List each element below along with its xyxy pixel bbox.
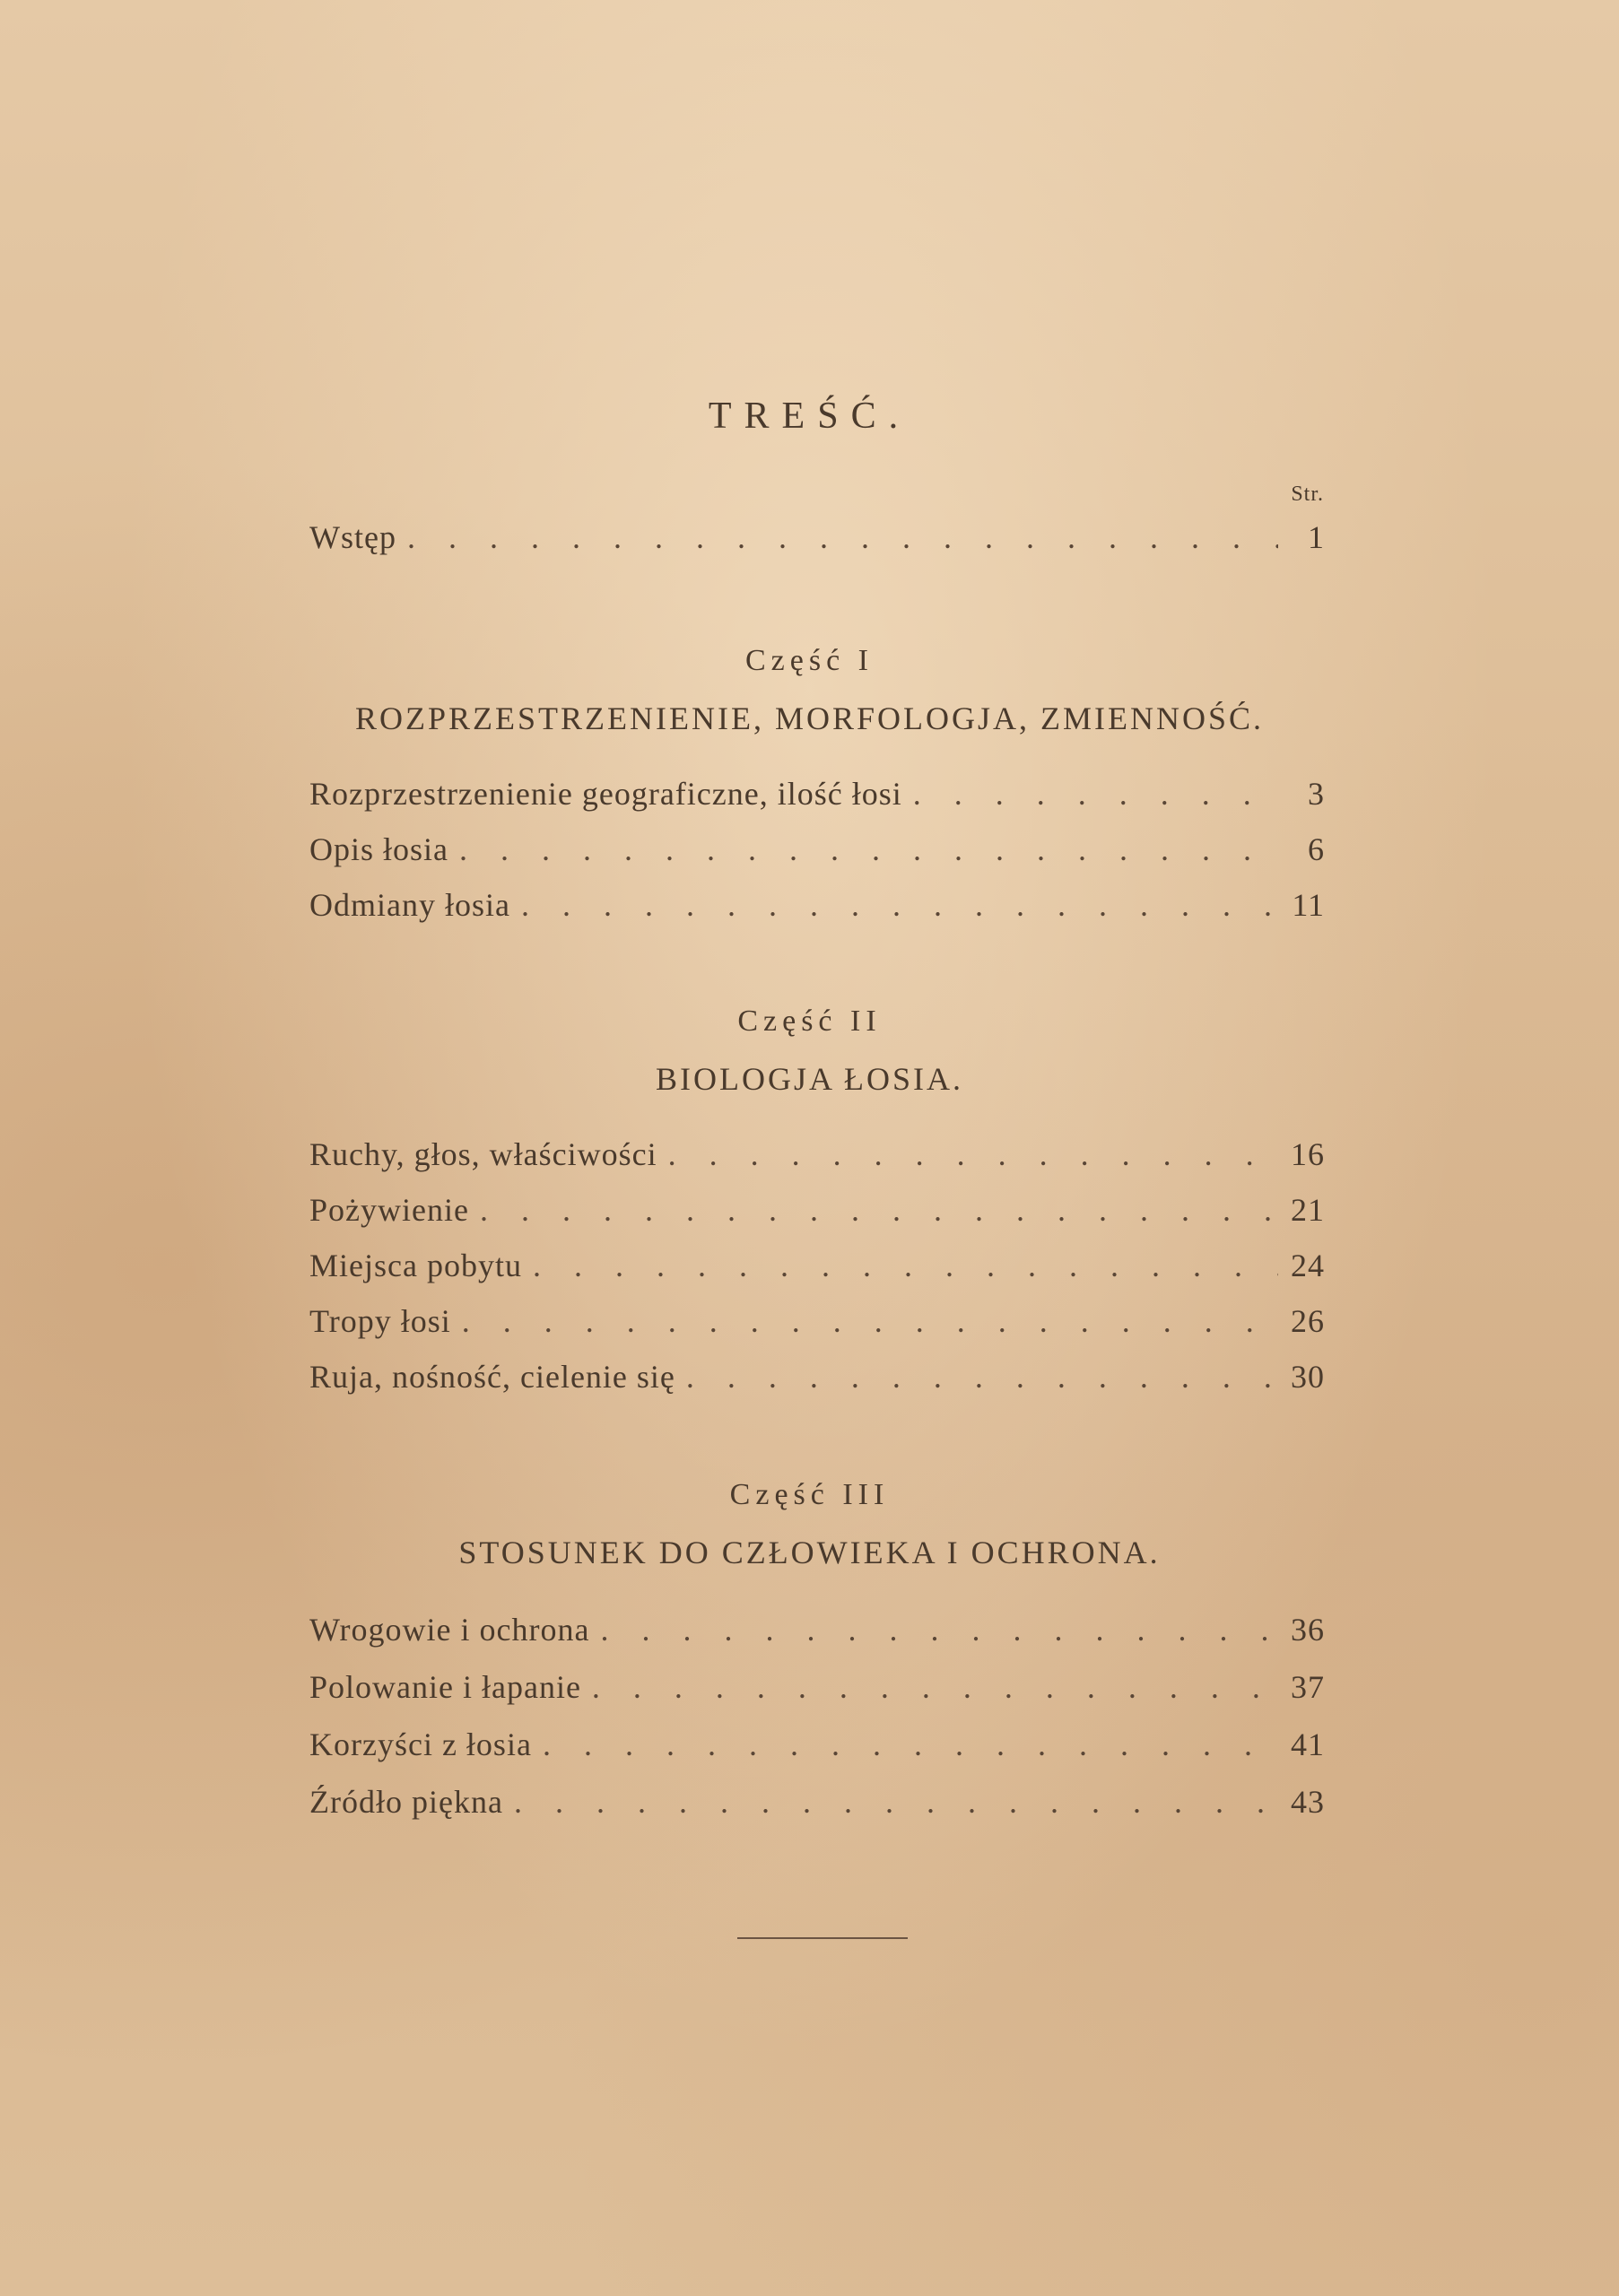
toc-entry xyxy=(309,1726,1325,1763)
toc-entry xyxy=(309,831,1325,868)
toc-entry-page: 43 xyxy=(1291,1784,1325,1820)
toc-entry-page: 26 xyxy=(1291,1303,1325,1339)
dot-leader xyxy=(480,1191,1278,1229)
toc-entry xyxy=(309,1668,1325,1706)
toc-entry xyxy=(309,1135,1325,1173)
toc-entry xyxy=(309,1191,1325,1229)
toc-entry xyxy=(309,1611,1325,1648)
toc-entry-label: Opis łosia xyxy=(309,831,449,867)
toc-entry-label: Pożywienie xyxy=(309,1192,469,1228)
toc-entry-page: 3 xyxy=(1308,776,1325,812)
toc-entry-page: 11 xyxy=(1292,887,1325,923)
toc-entry-label: Źródło piękna xyxy=(309,1784,503,1820)
toc-entry-label: Odmiany łosia xyxy=(309,887,510,923)
toc-entry xyxy=(309,1302,1325,1340)
part-3-title: STOSUNEK DO CZŁOWIEKA I OCHRONA. xyxy=(458,1535,1161,1570)
closing-rule xyxy=(737,1937,908,1939)
toc-entry-label: Wrogowie i ochrona xyxy=(309,1612,590,1648)
toc-entry-label: Wstęp xyxy=(309,519,396,555)
toc-entry-page: 37 xyxy=(1291,1669,1325,1705)
part-2-title: BIOLOGJA ŁOSIA. xyxy=(655,1061,963,1097)
toc-entry-label: Ruja, nośność, cielenie się xyxy=(309,1359,675,1395)
toc-entry-page: 6 xyxy=(1308,831,1325,867)
dot-leader xyxy=(407,518,1278,556)
toc-entry-label: Korzyści z łosia xyxy=(309,1726,532,1762)
toc-entry-page: 24 xyxy=(1291,1248,1325,1283)
toc-entry xyxy=(309,1247,1325,1284)
part-2-label: Część II xyxy=(737,1004,882,1038)
toc-entry-intro xyxy=(309,518,1325,556)
toc-entry-page: 16 xyxy=(1291,1136,1325,1172)
dot-leader xyxy=(514,1783,1278,1821)
part-3-label: Część III xyxy=(729,1478,890,1511)
toc-entry xyxy=(309,1783,1325,1821)
page-column-label: Str. xyxy=(1291,483,1324,506)
dot-leader xyxy=(592,1668,1278,1706)
toc-entry xyxy=(309,886,1325,924)
toc-entry-label: Rozprzestrzenienie geograficzne, ilość łosi xyxy=(309,776,902,812)
dot-leader xyxy=(533,1247,1278,1284)
part-1-title: ROZPRZESTRZENIENIE, MORFOLOGJA, ZMIENNOŚĆ. xyxy=(354,700,1264,736)
toc-entry xyxy=(309,1358,1325,1396)
dot-leader xyxy=(521,886,1278,924)
toc-entry-page: 21 xyxy=(1291,1192,1325,1228)
dot-leader xyxy=(913,775,1278,813)
dot-leader xyxy=(668,1135,1278,1173)
toc-entry-label: Polowanie i łapanie xyxy=(309,1669,581,1705)
page-title: TREŚĆ. xyxy=(708,396,911,437)
toc-entry xyxy=(309,775,1325,813)
dot-leader xyxy=(543,1726,1278,1763)
toc-entry-page: 30 xyxy=(1291,1359,1325,1395)
toc-entry-label: Miejsca pobytu xyxy=(309,1248,522,1283)
toc-entry-page: 1 xyxy=(1308,519,1325,555)
toc-entry-label: Tropy łosi xyxy=(309,1303,451,1339)
toc-entry-page: 36 xyxy=(1291,1612,1325,1648)
dot-leader xyxy=(459,831,1278,868)
dot-leader xyxy=(686,1358,1278,1396)
dot-leader xyxy=(462,1302,1278,1340)
part-1-label: Część I xyxy=(744,644,874,677)
dot-leader xyxy=(600,1611,1278,1648)
toc-entry-label: Ruchy, głos, właściwości xyxy=(309,1136,657,1172)
toc-entry-page: 41 xyxy=(1291,1726,1325,1762)
